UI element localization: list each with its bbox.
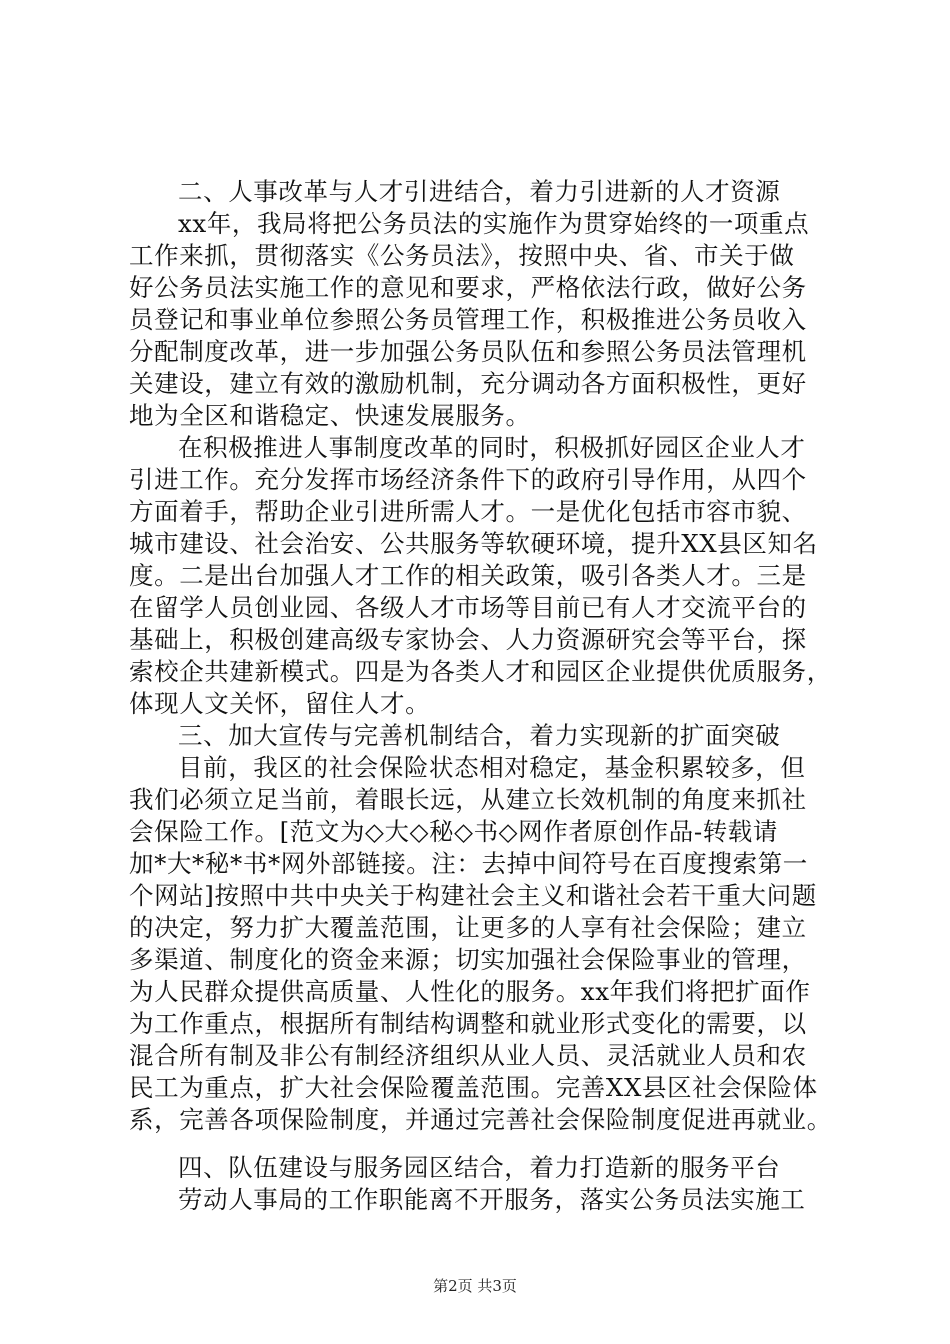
- paragraph-line: 我们必须立足当前，着眼长远，从建立长效机制的角度来抓社: [129, 785, 807, 814]
- paragraph-line: 多渠道、制度化的资金来源；切实加强社会保险事业的管理，: [129, 945, 807, 974]
- paragraph-line: 索校企共建新模式。四是为各类人才和园区企业提供优质服务，: [129, 657, 832, 686]
- paragraph-line: 工作来抓，贯彻落实《公务员法》，按照中央、省、市关于做: [129, 241, 795, 270]
- paragraph-line: 民工为重点，扩大社会保险覆盖范围。完善XX县区社会保险体: [129, 1073, 818, 1102]
- paragraph-line: 基础上，积极创建高级专家协会、人力资源研究会等平台，探: [129, 625, 807, 654]
- paragraph-line: 会保险工作。[范文为◇大◇秘◇书◇网作者原创作品-转载请: [129, 817, 779, 846]
- paragraph-line: xx年，我局将把公务员法的实施作为贯穿始终的一项重点: [178, 209, 810, 238]
- heading-section-4: 四、队伍建设与服务园区结合，着力打造新的服务平台: [178, 1153, 781, 1182]
- page-footer: 第2页 共3页: [433, 1277, 517, 1295]
- paragraph-line: 在留学人员创业园、各级人才市场等目前已有人才交流平台的: [129, 593, 807, 622]
- heading-section-3: 三、加大宣传与完善机制结合，着力实现新的扩面突破: [178, 721, 781, 750]
- paragraph-line: 分配制度改革，进一步加强公务员队伍和参照公务员法管理机: [129, 337, 807, 366]
- paragraph-line: 引进工作。充分发挥市场经济条件下的政府引导作用，从四个: [129, 465, 807, 494]
- paragraph-line: 度。二是出台加强人才工作的相关政策，吸引各类人才。三是: [129, 561, 807, 590]
- paragraph-line: 为工作重点，根据所有制结构调整和就业形式变化的需要，以: [129, 1009, 807, 1038]
- paragraph-line: 好公务员法实施工作的意见和要求，严格依法行政，做好公务: [129, 273, 807, 302]
- paragraph-line: 关建设，建立有效的激励机制，充分调动各方面积极性，更好: [129, 369, 807, 398]
- paragraph-line: 的决定，努力扩大覆盖范围，让更多的人享有社会保险；建立: [129, 913, 807, 942]
- paragraph-line: 方面着手，帮助企业引进所需人才。一是优化包括市容市貌、: [129, 497, 807, 526]
- paragraph-line: 体现人文关怀，留住人才。: [129, 689, 431, 718]
- paragraph-line: 城市建设、社会治安、公共服务等软硬环境，提升XX县区知名: [129, 529, 818, 558]
- paragraph-line: 为人民群众提供高质量、人性化的服务。xx年我们将把扩面作: [129, 977, 811, 1006]
- paragraph-line: 地为全区和谐稳定、快速发展服务。: [129, 401, 531, 430]
- paragraph-line: 系，完善各项保险制度，并通过完善社会保险制度促进再就业。: [129, 1105, 832, 1134]
- heading-section-2: 二、人事改革与人才引进结合，着力引进新的人才资源: [178, 177, 781, 206]
- paragraph-line: 混合所有制及非公有制经济组织从业人员、灵活就业人员和农: [129, 1041, 807, 1070]
- paragraph-line: 在积极推进人事制度改革的同时，积极抓好园区企业人才: [178, 433, 806, 462]
- paragraph-line: 目前，我区的社会保险状态相对稳定，基金积累较多，但: [178, 753, 806, 782]
- paragraph-line: 员登记和事业单位参照公务员管理工作，积极推进公务员收入: [129, 305, 807, 334]
- paragraph-line: 个网站]按照中共中央关于构建社会主义和谐社会若干重大问题: [129, 881, 817, 910]
- paragraph-line: 劳动人事局的工作职能离不开服务，落实公务员法实施工: [178, 1185, 806, 1214]
- paragraph-line: 加*大*秘*书*网外部链接。注：去掉中间符号在百度搜索第一: [129, 849, 808, 878]
